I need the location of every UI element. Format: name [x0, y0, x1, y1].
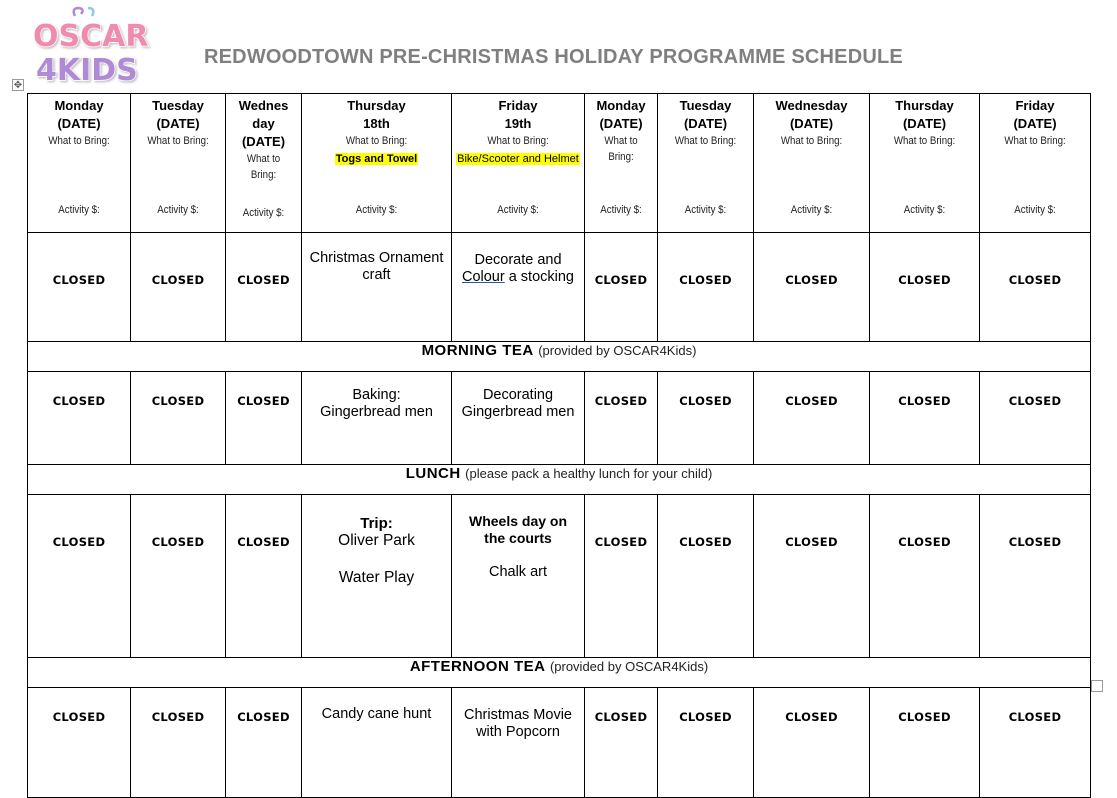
closed-label: CLOSED: [679, 535, 732, 549]
session-cell: [870, 688, 980, 798]
activity-label: Activity $:: [355, 204, 398, 216]
session-cell: [452, 372, 585, 465]
activity-text-part: Decorate and: [474, 252, 562, 268]
bring-label-cont: Bring:: [608, 151, 634, 163]
activity-text: Christmas Ornament craft: [309, 250, 444, 283]
closed-label: CLOSED: [1008, 710, 1062, 724]
closed-label: CLOSED: [679, 394, 732, 408]
activity-text-part: Decorating: [482, 387, 554, 403]
session-row-4: [28, 688, 1091, 798]
activity-label: Activity $:: [157, 204, 199, 216]
activity-label: Activity $:: [58, 204, 100, 216]
session-cell: [658, 495, 754, 658]
session-cell: [452, 688, 585, 798]
bring-label-cont: Bring:: [250, 169, 277, 181]
afternoon-tea-label: AFTERNOON TEA: [409, 658, 546, 675]
session-cell: [585, 233, 658, 342]
session-cell: [302, 495, 452, 658]
schedule-table: [27, 93, 1091, 798]
activity-label: Activity $:: [790, 204, 833, 216]
activity-label: Activity $:: [684, 204, 727, 216]
afternoon-tea-row: [28, 658, 1091, 688]
closed-label: CLOSED: [785, 273, 838, 287]
session-cell: [585, 495, 658, 658]
day-date: (DATE): [902, 116, 947, 131]
activity-label: Activity $:: [1014, 204, 1056, 216]
day-name: Friday: [498, 98, 538, 113]
session-cell: [980, 233, 1091, 342]
logo-graphic: [30, 6, 170, 86]
session-cell: [658, 233, 754, 342]
activity-text: [452, 252, 584, 286]
activity-text: Water Play: [338, 569, 415, 586]
activity-label: Activity $:: [242, 207, 285, 219]
closed-label: CLOSED: [151, 394, 205, 408]
bring-label: What to: [246, 153, 281, 165]
day-name: Thursday: [347, 98, 406, 113]
bring-label: What to Bring:: [893, 135, 956, 147]
session-row-3: [28, 495, 1091, 658]
bring-label: What to Bring:: [487, 135, 549, 147]
session-cell: [754, 495, 870, 658]
closed-label: CLOSED: [151, 535, 205, 549]
session-cell: [452, 233, 585, 342]
closed-label: CLOSED: [594, 710, 648, 724]
session-cell: [226, 495, 302, 658]
afternoon-tea-note: (provided by OSCAR4Kids): [549, 659, 709, 674]
closed-label: CLOSED: [52, 535, 106, 549]
activity-label: Activity $:: [600, 204, 642, 216]
closed-label: CLOSED: [52, 710, 106, 724]
day-name: Monday: [596, 98, 646, 113]
header-cell: [658, 94, 754, 233]
header-cell: [28, 94, 131, 233]
activity-text-underlined: Colour: [461, 269, 505, 285]
session-cell: [870, 233, 980, 342]
session-cell: [452, 495, 585, 658]
closed-label: CLOSED: [52, 394, 106, 408]
closed-label: CLOSED: [1008, 273, 1062, 287]
session-cell: [585, 372, 658, 465]
session-cell: [870, 495, 980, 658]
closed-label: CLOSED: [898, 710, 951, 724]
bring-label: What to Bring:: [147, 135, 209, 147]
logo-text-line1: OSCAR: [33, 19, 149, 54]
session-cell: [302, 688, 452, 798]
session-cell: [226, 233, 302, 342]
day-date: (DATE): [789, 116, 834, 131]
lunch-label: LUNCH: [405, 465, 461, 482]
table-move-handle-icon[interactable]: ✥: [13, 80, 23, 91]
morning-tea-note: (provided by OSCAR4Kids): [538, 343, 697, 358]
session-cell: [226, 688, 302, 798]
header-cell: [452, 94, 585, 233]
session-cell: [754, 372, 870, 465]
closed-label: CLOSED: [679, 710, 732, 724]
day-date: 18th: [363, 116, 390, 131]
activity-text: Chalk art: [488, 564, 548, 580]
session-cell: [131, 688, 226, 798]
header-cell: [585, 94, 658, 233]
band-cell: [28, 658, 1091, 688]
header-cell: [131, 94, 226, 233]
closed-label: CLOSED: [898, 394, 951, 408]
activity-label: Activity $:: [903, 204, 946, 216]
header-cell: [980, 94, 1091, 233]
activity-text: Christmas Movie with Popcorn: [464, 707, 572, 740]
closed-label: CLOSED: [151, 710, 205, 724]
session-cell: [131, 233, 226, 342]
header-cell: [226, 94, 302, 233]
closed-label: CLOSED: [594, 394, 648, 408]
closed-label: CLOSED: [237, 535, 290, 549]
oscar4kids-logo: [30, 6, 170, 86]
activity-text: [452, 387, 584, 421]
session-cell: [302, 233, 452, 342]
header-cell: [302, 94, 452, 233]
day-name: Monday: [54, 98, 104, 113]
activity-text-bold: Wheels day on the courts: [468, 513, 568, 546]
day-date: (DATE): [156, 116, 200, 131]
closed-label: CLOSED: [898, 535, 951, 549]
bring-label: What to Bring:: [48, 135, 110, 147]
session-row-2: [28, 372, 1091, 465]
band-cell: [28, 465, 1091, 495]
session-cell: [28, 688, 131, 798]
closed-label: CLOSED: [785, 535, 838, 549]
bring-label: What to: [604, 135, 638, 147]
bring-item-highlight: Bike/Scooter and Helmet: [457, 153, 579, 165]
morning-tea-row: [28, 342, 1091, 372]
bring-label: What to Bring:: [780, 135, 843, 147]
closed-label: CLOSED: [1008, 535, 1062, 549]
closed-label: CLOSED: [237, 710, 290, 724]
session-cell: [28, 372, 131, 465]
closed-label: CLOSED: [151, 273, 205, 287]
session-cell: [980, 372, 1091, 465]
day-date: (DATE): [1013, 116, 1057, 131]
day-name: Wednes: [238, 98, 289, 113]
activity-text: Candy cane hunt: [321, 706, 432, 722]
activity-text-part: Baking:: [352, 387, 401, 403]
day-date: 19th: [504, 116, 532, 131]
header-row: [28, 94, 1091, 233]
session-cell: [980, 495, 1091, 658]
day-name: Tuesday: [152, 98, 204, 113]
session-cell: [870, 372, 980, 465]
day-name: Friday: [1015, 98, 1055, 113]
activity-text: Oliver Park: [338, 532, 415, 549]
activity-text: [302, 387, 451, 421]
header-cell: [870, 94, 980, 233]
closed-label: CLOSED: [237, 273, 290, 287]
day-name-cont: day: [252, 116, 275, 131]
activity-text-part: Gingerbread men: [461, 404, 575, 420]
morning-tea-label: MORNING TEA: [421, 342, 534, 359]
closed-label: CLOSED: [785, 394, 838, 408]
closed-label: CLOSED: [52, 273, 106, 287]
session-row-1: [28, 233, 1091, 342]
bring-label: What to Bring:: [1004, 135, 1066, 147]
closed-label: CLOSED: [785, 710, 838, 724]
closed-label: CLOSED: [594, 273, 648, 287]
closed-label: CLOSED: [679, 273, 732, 287]
day-date: (DATE): [241, 134, 286, 149]
activity-label: Activity $:: [497, 204, 539, 216]
table-resize-handle[interactable]: [1091, 680, 1103, 692]
day-date: (DATE): [599, 116, 643, 131]
closed-label: CLOSED: [594, 535, 648, 549]
session-cell: [585, 688, 658, 798]
closed-label: CLOSED: [237, 394, 290, 408]
bring-label: What to Bring:: [345, 135, 408, 147]
day-date: (DATE): [57, 116, 101, 131]
bring-label: What to Bring:: [674, 135, 737, 147]
lunch-row: [28, 465, 1091, 495]
session-cell: [658, 688, 754, 798]
activity-text-part: Gingerbread men: [320, 404, 433, 420]
closed-label: CLOSED: [1008, 394, 1062, 408]
day-name: Tuesday: [679, 98, 732, 113]
session-cell: [980, 688, 1091, 798]
bring-item-highlight: Togs and Towel: [335, 153, 418, 165]
day-date: (DATE): [683, 116, 728, 131]
session-cell: [131, 372, 226, 465]
session-cell: [754, 688, 870, 798]
page-title: REDWOODTOWN PRE-CHRISTMAS HOLIDAY PROGRAMME SCHEDULE: [204, 46, 903, 68]
session-cell: [131, 495, 226, 658]
band-cell: [28, 342, 1091, 372]
session-cell: [302, 372, 452, 465]
closed-label: CLOSED: [898, 273, 951, 287]
logo-text-line2: 4KIDS: [36, 53, 138, 86]
session-cell: [28, 233, 131, 342]
session-cell: [28, 495, 131, 658]
lunch-note: (please pack a healthy lunch for your child): [465, 466, 713, 481]
day-name: Thursday: [895, 98, 954, 113]
day-name: Wednesday: [775, 98, 848, 113]
session-cell: [754, 233, 870, 342]
activity-text-part: a stocking: [504, 269, 575, 285]
header-cell: [754, 94, 870, 233]
trip-label: Trip:: [360, 515, 393, 532]
session-cell: [226, 372, 302, 465]
session-cell: [658, 372, 754, 465]
